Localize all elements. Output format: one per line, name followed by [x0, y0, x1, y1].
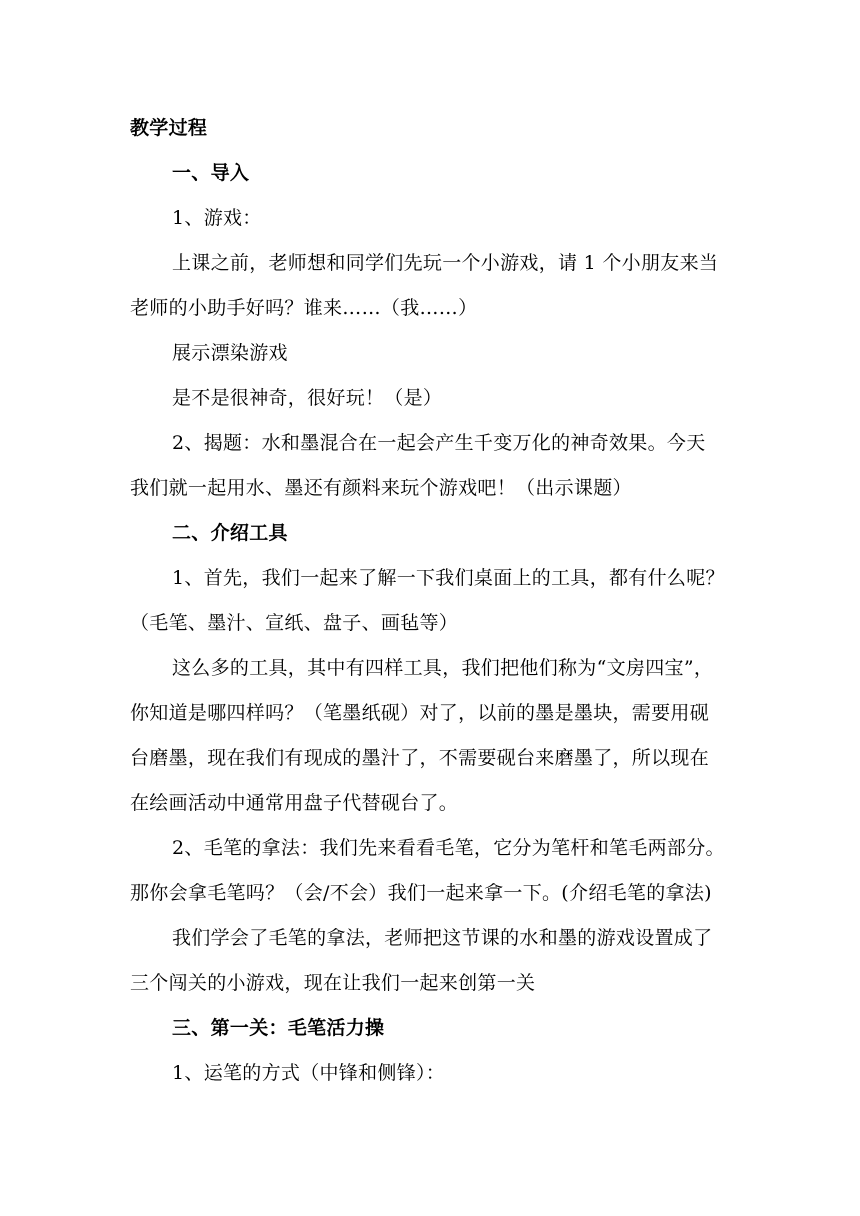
document-title: 教学过程 [130, 117, 208, 139]
paragraph-line: 那你会拿毛笔吗？（会/不会）我们一起来拿一下。(介绍毛笔的拿法) [130, 882, 712, 904]
paragraph-line: 我们学会了毛笔的拿法，老师把这节课的水和墨的游戏设置成了 [172, 927, 713, 949]
paragraph-line: 老师的小助手好吗？谁来……（我……） [130, 297, 478, 319]
paragraph-line: 上课之前，老师想和同学们先玩一个小游戏，请 1 个小朋友来当 [172, 252, 719, 274]
paragraph-line: 1、首先，我们一起来了解一下我们桌面上的工具，都有什么呢？ [172, 567, 725, 589]
paragraph-line: 是不是很神奇，很好玩！（是） [172, 387, 443, 409]
paragraph-line: 展示漂染游戏 [172, 342, 288, 364]
section-heading-intro: 一、导入 [172, 162, 250, 184]
paragraph-line: 2、揭题：水和墨混合在一起会产生千变万化的神奇效果。今天 [172, 432, 706, 454]
paragraph-line: 三个闯关的小游戏，现在让我们一起来创第一关 [130, 972, 536, 994]
paragraph-line: 1、运笔的方式（中锋和侧锋）： [172, 1062, 446, 1084]
paragraph-line: 2、毛笔的拿法：我们先来看看毛笔，它分为笔杆和笔毛两部分。 [172, 837, 725, 859]
paragraph-line: 我们就一起用水、墨还有颜料来玩个游戏吧！（出示课题） [130, 477, 632, 499]
paragraph-line: 在绘画活动中通常用盘子代替砚台了。 [130, 792, 459, 814]
paragraph-line: 1、游戏： [172, 207, 262, 229]
paragraph-line: 台磨墨，现在我们有现成的墨汁了，不需要砚台来磨墨了，所以现在 [130, 747, 710, 769]
section-heading-tools: 二、介绍工具 [172, 522, 288, 544]
paragraph-line: （毛笔、墨汁、宣纸、盘子、画毡等） [130, 612, 459, 634]
paragraph-line: 这么多的工具，其中有四样工具，我们把他们称为“文房四宝”， [172, 657, 714, 679]
section-heading-level-one: 三、第一关：毛笔活力操 [172, 1017, 385, 1039]
paragraph-line: 你知道是哪四样吗？（笔墨纸砚）对了，以前的墨是墨块，需要用砚 [130, 702, 710, 724]
